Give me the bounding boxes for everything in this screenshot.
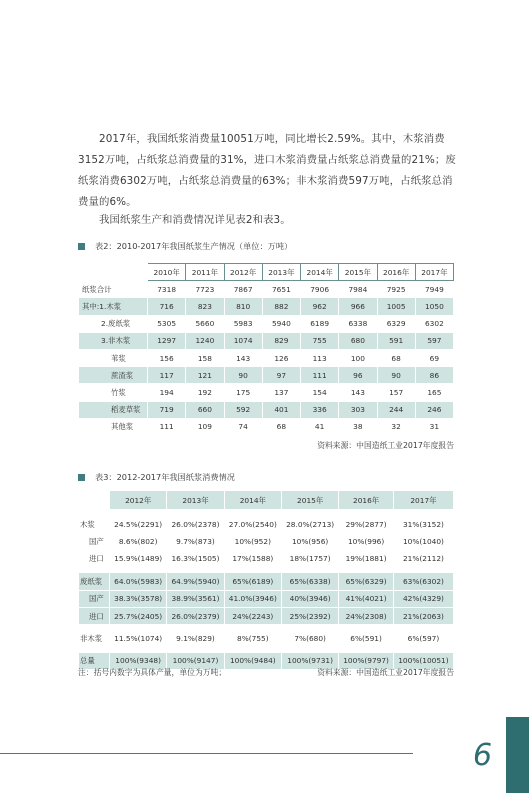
table-row (79, 533, 454, 550)
cell: 126 (262, 349, 300, 366)
table3-header-row (79, 491, 454, 511)
cell: 680 (339, 332, 377, 349)
table-row (79, 607, 454, 624)
cell: 11.5%(1074) (110, 630, 167, 647)
cell: 8.6%(802) (110, 533, 167, 550)
table3-year: 2012年 (110, 491, 167, 511)
table3-caption-text: 表3：2012-2017年我国纸浆消费情况 (95, 472, 235, 482)
cell: 26.0%(2379) (167, 607, 224, 624)
cell: 38.9%(3561) (167, 590, 224, 607)
cell: 31%(3152) (393, 516, 453, 533)
cell: 38.3%(3578) (110, 590, 167, 607)
cell: 755 (301, 332, 339, 349)
row-label: 3.非木浆 (79, 332, 148, 349)
table3-year: 2013年 (167, 491, 224, 511)
cell: 100%(9731) (281, 652, 338, 669)
cell: 303 (339, 401, 377, 418)
cell: 5983 (224, 315, 262, 332)
cell: 157 (377, 384, 415, 401)
cell: 17%(1588) (224, 550, 281, 567)
cell: 175 (224, 384, 262, 401)
cell: 962 (301, 298, 339, 315)
cell: 25%(2392) (281, 607, 338, 624)
cell: 7%(680) (281, 630, 338, 647)
table-row (79, 550, 454, 567)
cell: 97 (262, 367, 300, 384)
table-row (79, 298, 454, 315)
table2-year: 2016年 (377, 264, 415, 281)
cell: 7925 (377, 281, 415, 298)
row-label: 其中:1.木浆 (79, 298, 148, 315)
cell: 41 (301, 418, 339, 435)
table-row (79, 401, 454, 418)
table3-source: 资料来源：中国造纸工业2017年度报告 (317, 668, 454, 677)
cell: 26.0%(2378) (167, 516, 224, 533)
cell: 336 (301, 401, 339, 418)
cell: 38 (339, 418, 377, 435)
table2-source: 资料来源：中国造纸工业2017年度报告 (317, 441, 454, 450)
cell: 111 (301, 367, 339, 384)
cell: 90 (377, 367, 415, 384)
cell: 41.0%(3946) (224, 590, 281, 607)
cell: 63%(6302) (393, 573, 453, 590)
cell: 28.0%(2713) (281, 516, 338, 533)
cell: 40%(3946) (281, 590, 338, 607)
table-row (79, 573, 454, 590)
cell: 1297 (148, 332, 186, 349)
cell: 100%(9484) (224, 652, 281, 669)
page-number: 6 (473, 738, 493, 773)
cell: 1005 (377, 298, 415, 315)
cell: 401 (262, 401, 300, 418)
cell: 21%(2112) (393, 550, 453, 567)
table3-year: 2017年 (393, 491, 453, 511)
table2-year: 2014年 (301, 264, 339, 281)
cell: 8%(755) (224, 630, 281, 647)
cell: 591 (377, 332, 415, 349)
cell: 100%(10051) (393, 652, 453, 669)
table3-year: 2015年 (281, 491, 338, 511)
cell: 90 (224, 367, 262, 384)
cell: 25.7%(2405) (110, 607, 167, 624)
table-row (79, 367, 454, 384)
cell: 7949 (415, 281, 453, 298)
row-label: 苇浆 (79, 349, 148, 366)
cell: 10%(996) (339, 533, 394, 550)
cell: 966 (339, 298, 377, 315)
cell: 121 (186, 367, 224, 384)
table-row (79, 281, 454, 298)
caption-square-icon (78, 474, 85, 481)
cell: 21%(2063) (393, 607, 453, 624)
cell: 69 (415, 349, 453, 366)
cell: 6%(597) (393, 630, 453, 647)
cell: 6189 (301, 315, 339, 332)
cell: 68 (377, 349, 415, 366)
cell: 74 (224, 418, 262, 435)
cell: 719 (148, 401, 186, 418)
cell: 194 (148, 384, 186, 401)
cell: 42%(4329) (393, 590, 453, 607)
table2-year: 2011年 (186, 264, 224, 281)
row-label: 2.废纸浆 (79, 315, 148, 332)
table3-year: 2016年 (339, 491, 394, 511)
cell: 882 (262, 298, 300, 315)
cell: 10%(1040) (393, 533, 453, 550)
cell: 96 (339, 367, 377, 384)
table2-corner (79, 264, 148, 281)
row-label: 竹浆 (79, 384, 148, 401)
cell: 10%(956) (281, 533, 338, 550)
cell: 1074 (224, 332, 262, 349)
cell: 716 (148, 298, 186, 315)
cell: 100%(9147) (167, 652, 224, 669)
cell: 1050 (415, 298, 453, 315)
cell: 246 (415, 401, 453, 418)
cell: 24%(2308) (339, 607, 394, 624)
cell: 592 (224, 401, 262, 418)
cell: 7906 (301, 281, 339, 298)
table-row (79, 516, 454, 533)
table2-header-row (79, 264, 454, 281)
table-row (79, 418, 454, 435)
cell: 24%(2243) (224, 607, 281, 624)
cell: 143 (224, 349, 262, 366)
table3-corner (79, 491, 110, 511)
table2-caption-text: 表2：2010-2017年我国纸浆生产情况（单位：万吨） (95, 241, 293, 251)
cell: 597 (415, 332, 453, 349)
cell: 158 (186, 349, 224, 366)
cell: 5940 (262, 315, 300, 332)
cell: 100%(9797) (339, 652, 394, 669)
cell: 113 (301, 349, 339, 366)
cell: 9.1%(829) (167, 630, 224, 647)
cell: 15.9%(1489) (110, 550, 167, 567)
cell: 6302 (415, 315, 453, 332)
cell: 5660 (186, 315, 224, 332)
cell: 117 (148, 367, 186, 384)
row-label: 纸浆合计 (79, 281, 148, 298)
cell: 810 (224, 298, 262, 315)
row-label: 废纸浆 (79, 573, 110, 590)
table2-caption (78, 241, 292, 252)
cell: 6%(591) (339, 630, 394, 647)
row-label: 稻麦草浆 (79, 401, 148, 418)
cell: 32 (377, 418, 415, 435)
cell: 86 (415, 367, 453, 384)
paragraph-consumption: 2017年，我国纸浆消费量10051万吨，同比增长2.59%。其中，木浆消费3152万吨，占纸浆总消费量的31%，进口木浆消费量占纸浆总消费量的21%；废纸浆消费6302万吨，占纸浆总消费量的63%；非木浆消费597万吨，占纸浆总消费量的6%。 (78, 133, 456, 208)
cell: 16.3%(1505) (167, 550, 224, 567)
cell: 109 (186, 418, 224, 435)
row-label: 总量 (79, 652, 110, 669)
cell: 154 (301, 384, 339, 401)
cell: 5305 (148, 315, 186, 332)
table3-caption (78, 472, 235, 483)
cell: 31 (415, 418, 453, 435)
row-label: 进口 (79, 550, 110, 567)
cell: 244 (377, 401, 415, 418)
row-label: 国产 (79, 590, 110, 607)
table-row (79, 315, 454, 332)
cell: 19%(1881) (339, 550, 394, 567)
table2-year: 2017年 (415, 264, 453, 281)
cell: 165 (415, 384, 453, 401)
table-row (79, 590, 454, 607)
cell: 192 (186, 384, 224, 401)
cell: 100 (339, 349, 377, 366)
cell: 7867 (224, 281, 262, 298)
paragraph-reference: 我国纸浆生产和消费情况详见表2和表3。 (99, 214, 291, 226)
cell: 100%(9348) (110, 652, 167, 669)
page-tab-block (506, 717, 529, 793)
row-label: 木浆 (79, 516, 110, 533)
cell: 660 (186, 401, 224, 418)
row-label: 蔗渣浆 (79, 367, 148, 384)
cell: 137 (262, 384, 300, 401)
table-row (79, 384, 454, 401)
cell: 64.0%(5983) (110, 573, 167, 590)
footer-divider (0, 753, 413, 754)
cell: 10%(952) (224, 533, 281, 550)
cell: 7984 (339, 281, 377, 298)
cell: 18%(1757) (281, 550, 338, 567)
table3-note: 注：括号内数字为具体产量，单位为万吨； (78, 668, 227, 677)
cell: 7723 (186, 281, 224, 298)
cell: 7318 (148, 281, 186, 298)
cell: 64.9%(5940) (167, 573, 224, 590)
cell: 829 (262, 332, 300, 349)
table2-year: 2012年 (224, 264, 262, 281)
row-label: 国产 (79, 533, 110, 550)
cell: 24.5%(2291) (110, 516, 167, 533)
row-label: 非木浆 (79, 630, 110, 647)
table2 (78, 263, 454, 436)
cell: 1240 (186, 332, 224, 349)
cell: 65%(6329) (339, 573, 394, 590)
table2-year: 2013年 (262, 264, 300, 281)
table3 (78, 490, 454, 670)
cell: 68 (262, 418, 300, 435)
table-row (79, 630, 454, 647)
cell: 111 (148, 418, 186, 435)
row-label: 其他浆 (79, 418, 148, 435)
table-row (79, 349, 454, 366)
cell: 65%(6189) (224, 573, 281, 590)
cell: 823 (186, 298, 224, 315)
cell: 156 (148, 349, 186, 366)
table-row (79, 332, 454, 349)
caption-square-icon (78, 243, 85, 250)
cell: 6338 (339, 315, 377, 332)
cell: 143 (339, 384, 377, 401)
table2-year: 2015年 (339, 264, 377, 281)
cell: 41%(4021) (339, 590, 394, 607)
cell: 7651 (262, 281, 300, 298)
cell: 9.7%(873) (167, 533, 224, 550)
cell: 27.0%(2540) (224, 516, 281, 533)
cell: 29%(2877) (339, 516, 394, 533)
cell: 65%(6338) (281, 573, 338, 590)
table2-year: 2010年 (148, 264, 186, 281)
table3-year: 2014年 (224, 491, 281, 511)
cell: 6329 (377, 315, 415, 332)
row-label: 进口 (79, 607, 110, 624)
